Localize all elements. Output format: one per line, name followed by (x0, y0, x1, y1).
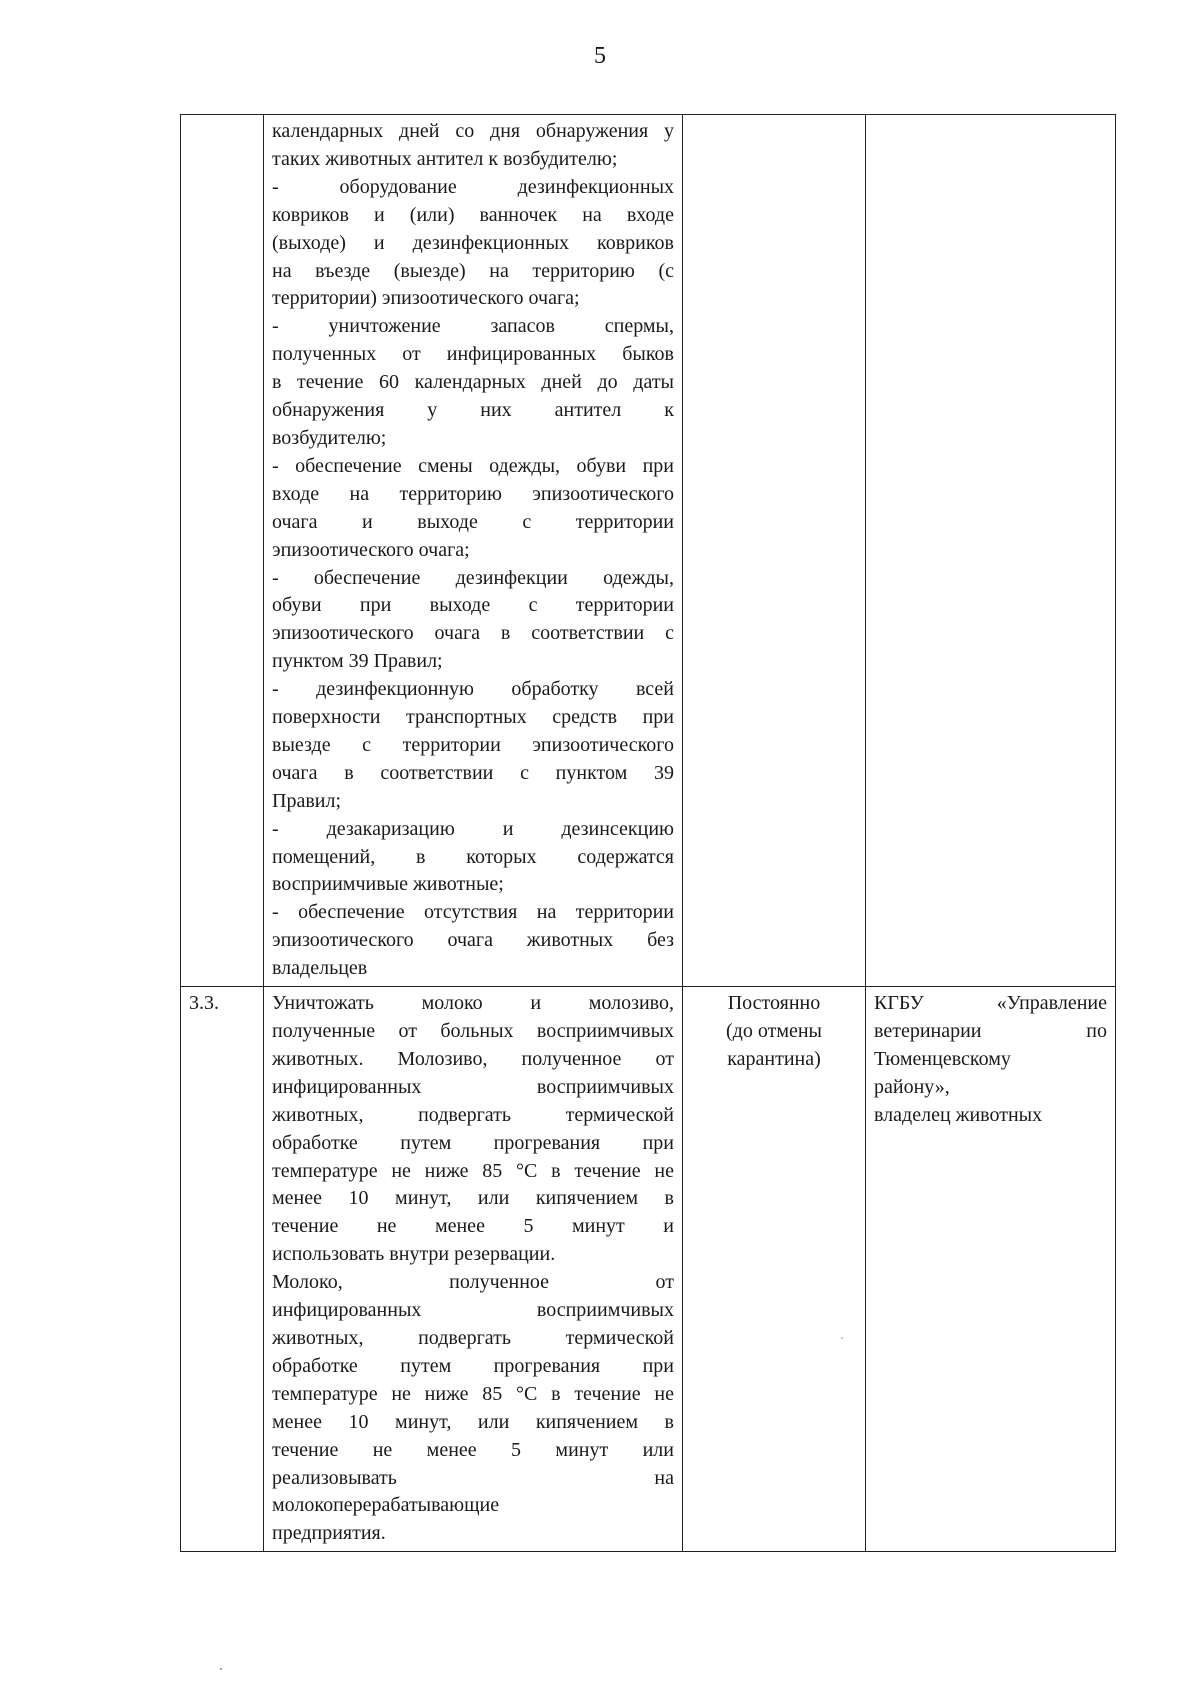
measure-text-line: выезде с территории эпизоотического (272, 733, 674, 756)
responsible-line: Тюменцевскому (874, 1047, 1011, 1070)
term-line: Постоянно (727, 992, 821, 1015)
measure-text-line: менее 10 минут, или кипячением в (272, 1410, 674, 1433)
measures-table (180, 114, 1116, 1552)
measure-text-line: календарных дней со дня обнаружения у (272, 120, 674, 142)
measure-text-cell (264, 115, 683, 987)
table-row (181, 115, 1116, 987)
measure-text-line: в течение 60 календарных дней до даты (272, 371, 674, 394)
measure-text-line: менее 10 минут, или кипячением в (272, 1187, 674, 1210)
measure-text-line: поверхности транспортных средств при (272, 706, 674, 729)
measure-text-cell (264, 987, 683, 1552)
term-cell (683, 115, 866, 987)
measure-text-line: эпизоотического очага в соответствии с (272, 622, 674, 645)
measure-text-line: обуви при выходе с территории (272, 594, 674, 617)
measure-text-line: - дезинфекционную обработку всей (272, 678, 674, 701)
measure-text-line: инфицированных восприимчивых (272, 1075, 674, 1098)
page-number: 5 (594, 43, 606, 69)
measure-text-line: входе на территорию эпизоотического (272, 482, 674, 505)
measure-text-line: - уничтожение запасов спермы, (272, 315, 674, 338)
row-number: 3.3. (189, 992, 219, 1015)
measure-text-line: реализовывать на (272, 1466, 674, 1489)
measure-text-line: ковриков и (или) ванночек на входе (272, 203, 674, 226)
term-line: (до отмены (726, 1020, 822, 1042)
measure-text-line: - оборудование дезинфекционных (272, 175, 674, 198)
measure-text-line: на въезде (выезде) на территорию (с (272, 259, 674, 282)
measure-text-line: молокоперерабатывающие (272, 1494, 500, 1517)
measure-text-line: температуре не ниже 85 °С в течение не (272, 1159, 674, 1182)
responsible-line: району», (874, 1075, 950, 1098)
measure-text-line: животных, подвергать термической (272, 1103, 674, 1126)
term-cell (683, 987, 866, 1552)
measure-text-line: (выходе) и дезинфекционных ковриков (272, 231, 674, 254)
term-line: карантина) (727, 1047, 821, 1070)
measure-text-line: обработке путем прогревания при (272, 1131, 674, 1154)
responsible-line: владелец животных (874, 1103, 1043, 1126)
measure-text-line: эпизоотического очага; (272, 538, 470, 561)
measure-text-line: использовать внутри резервации. (272, 1243, 556, 1266)
measure-text-line: полученные от больных восприимчивых (272, 1020, 674, 1042)
scan-speck (841, 1337, 843, 1339)
measure-text-line: - дезакаризацию и дезинсекцию (272, 817, 674, 840)
row-number-cell (181, 115, 264, 987)
measure-text-line: очага в соответствии с пунктом 39 (272, 761, 674, 784)
measure-text-line: животных. Молозиво, полученное от (272, 1047, 674, 1070)
measure-text-line: территории) эпизоотического очага; (272, 287, 580, 310)
measure-text-line: Правил; (272, 789, 342, 812)
scan-speck (220, 1668, 222, 1670)
responsible-cell (866, 987, 1116, 1552)
responsible-line: ветеринарии по (874, 1020, 1107, 1042)
measure-text-line: - обеспечение смены одежды, обуви при (272, 454, 674, 477)
measure-text-line: эпизоотического очага животных без (272, 929, 674, 952)
responsible-cell (866, 115, 1116, 987)
measure-text-line: - обеспечение отсутствия на территории (272, 901, 674, 924)
measure-text-line: температуре не ниже 85 °С в течение не (272, 1382, 674, 1405)
measure-text-line: обработке путем прогревания при (272, 1354, 674, 1377)
measure-text-line: очага и выходе с территории (272, 510, 674, 533)
measure-text-line: полученных от инфицированных быков (272, 343, 674, 366)
measure-text-line: инфицированных восприимчивых (272, 1299, 674, 1322)
measure-text-line: течение не менее 5 минут и (272, 1215, 674, 1238)
measure-text-line: течение не менее 5 минут или (272, 1438, 674, 1461)
measure-text-line: пунктом 39 Правил; (272, 650, 443, 673)
measure-text-line: - обеспечение дезинфекции одежды, (272, 566, 674, 589)
measure-text-line: возбудителю; (272, 426, 387, 449)
measure-text-line: восприимчивые животные; (272, 873, 504, 896)
measure-text-line: предприятия. (272, 1522, 386, 1545)
table-row (181, 987, 1116, 1552)
measure-text-line: помещений, в которых содержатся (272, 845, 674, 868)
measure-text-line: животных, подвергать термической (272, 1326, 674, 1349)
measure-text-line: таких животных антител к возбудителю; (272, 147, 618, 170)
measure-text-line: Уничтожать молоко и молозиво, (272, 992, 674, 1015)
measure-text-line: Молоко, полученное от (272, 1271, 674, 1294)
row-number-cell (181, 987, 264, 1552)
measure-text-line: владельцев (272, 957, 368, 980)
responsible-line: КГБУ «Управление (874, 992, 1107, 1015)
measure-text-line: обнаружения у них антител к (272, 399, 674, 422)
